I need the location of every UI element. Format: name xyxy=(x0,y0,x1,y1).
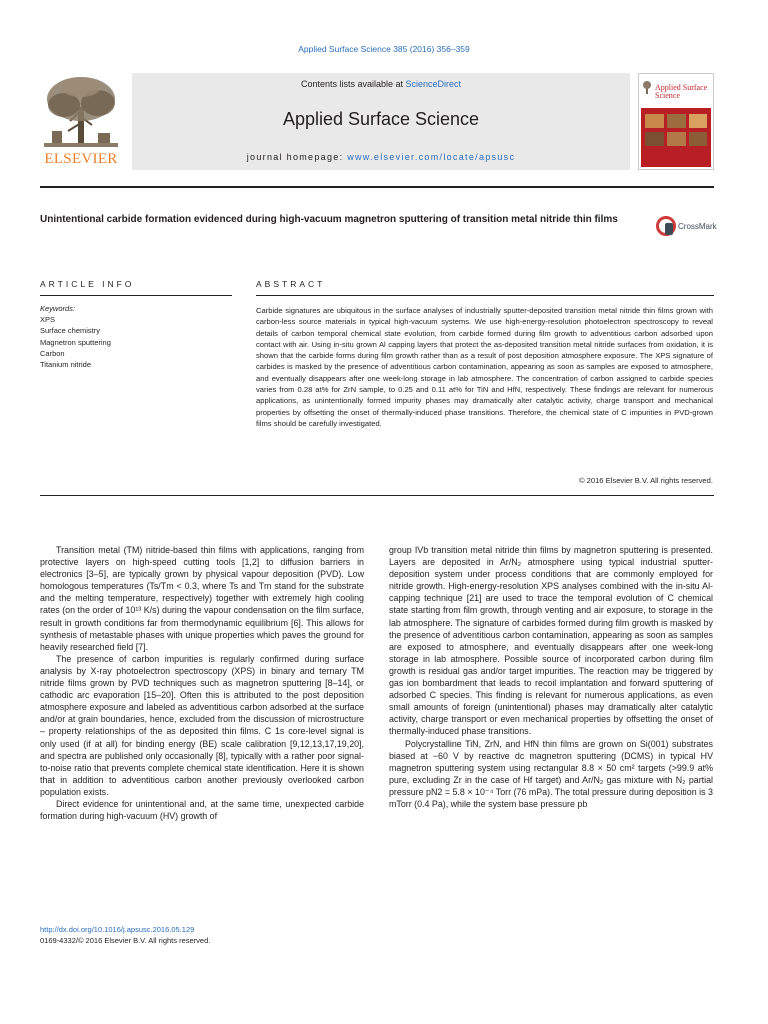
abstract-heading: ABSTRACT xyxy=(256,279,326,289)
crossmark-label: CrossMark xyxy=(678,222,717,231)
elsevier-logo[interactable] xyxy=(40,73,122,170)
journal-homepage-line xyxy=(132,152,630,162)
body-column-left xyxy=(40,544,364,822)
journal-masthead xyxy=(40,73,714,170)
cover-logo-icon xyxy=(643,80,651,94)
body-paragraph: Direct evidence for unintentional and, at the same time, unexpected carbide formation during high-vacuum (HV) growth of xyxy=(40,798,364,822)
issn-line: 0169-4332/© 2016 Elsevier B.V. All rights reserved. xyxy=(40,936,211,945)
body-paragraph: Polycrystalline TiN, ZrN, and HfN thin films are grown on Si(001) substrates biased at −60 V by reactive dc magnetron sputtering (DCMS) in typical HV magnetron sputtering system using rectangular 8.8 × 50 cm² targets (>99.9 at% pure, excluding Zr in the case of Hf target) and Ar/N₂ gas mixture with N₂ partial pressure pN2 = 5.8 × 10⁻⁴ Torr (76 mPa). The total pressure during deposition is 3 mTorr (0.4 Pa), while the system base pressure pb xyxy=(389,738,713,809)
keyword-item: Magnetron sputtering xyxy=(40,337,111,347)
journal-citation[interactable]: Applied Surface Science 385 (2016) 356–359 xyxy=(298,44,470,54)
abstract-bottom-rule xyxy=(40,495,714,496)
cover-art-icon xyxy=(641,108,711,167)
abstract-copyright: © 2016 Elsevier B.V. All rights reserved. xyxy=(578,476,713,485)
crossmark-icon xyxy=(656,216,676,236)
journal-homepage-link[interactable]: www.elsevier.com/locate/apsusc xyxy=(347,152,516,162)
abstract-rule xyxy=(256,295,714,296)
homepage-prefix: journal homepage: xyxy=(246,152,348,162)
article-info-heading: ARTICLE INFO xyxy=(40,279,135,289)
publisher-name: ELSEVIER xyxy=(44,151,118,167)
contents-prefix: Contents lists available at xyxy=(300,79,406,89)
contents-line xyxy=(132,79,630,89)
cover-journal-title: Applied Surface Science xyxy=(655,83,708,100)
keyword-item: Surface chemistry xyxy=(40,326,101,336)
cover-header xyxy=(641,76,711,108)
elsevier-tree-icon xyxy=(40,73,122,151)
keywords-label: Keywords: xyxy=(40,304,76,313)
article-title: Unintentional carbide formation evidenced during high-vacuum magnetron sputtering of transition metal nitride thin films xyxy=(40,214,618,225)
body-paragraph: group IVb transition metal nitride thin films by magnetron sputtering is presented. Layers are deposited in Ar/N₂ atmosphere using typical industrial sputter-deposition system under process conditions that are commonly employed for nitride growth. High-energy-resolution XPS analyses combined with the in-situ Al-capping technique [21] are used to trace the temporal evolution of C chemical state starting from film growth, through venting and air exposure, to storage in the lab atmosphere. The signature of carbides formed during film growth is masked by the presence of adventitious carbon contamination, appearing as soon as samples are exposed to atmosphere, and eventually disappears after one week-long storage in lab atmosphere. Possible source of incorporated carbon during film growth is residual gas and/or target impurities. The reaction may be triggered by gas ion bombardment that leads to recoil implantation and forward sputtering of adsorbed C species. This finding is relevant for numerous applications, as even small amounts of foreign (unintentional) phases may dramatically alter catalytic activity, charge transport or even mechanical properties by offsetting the onset of thermally-induced phase transitions. xyxy=(389,545,713,737)
body-paragraph: Transition metal (TM) nitride-based thin films with applications, ranging from protective layers on high-speed cutting tools [1,2] to diffusion barriers in electronics [3–5], are typically grown by physical vapour deposition (PVD). Low homologous temperatures (Ts/Tm < 0.3, where Ts and Tm stand for the substrate and the melting temperature, respectively) together with extremely high cooling rates (on the order of 10¹³ K/s) during the vapour condensation on the film surface, result in growth conditions far from thermodynamic equilibrium [6]. This allows for synthesis of metastable phases with unique properties which paves the ground for heavily researched field [7]. xyxy=(40,545,364,652)
doi-link[interactable]: http://dx.doi.org/10.1016/j.apsusc.2016.05.129 xyxy=(40,925,195,934)
abstract-text: Carbide signatures are ubiquitous in the surface analyses of industrially sputter-deposited transition metal nitride thin films grown with carbon-less source materials in typical high-vacuum systems. We use high-energy-resolution photoelectron spectroscopy to reveal details of carbon temporal chemical state evolution, from carbide formed during film growth to adventitious carbon adsorbed upon contact with air. Using in-situ grown Al capping layers that protect the as-deposited transition metal nitride surfaces from oxidation, it is shown that the carbide forms during film growth rather than as a result of post deposition atmosphere exposure. The XPS signature of carbides is masked by the presence of adventitious carbon contamination, appearing as soon as samples are exposed to atmosphere, and eventually disappears after one week-long storage in lab atmosphere. The concentration of carbon assigned to carbide species varies from 0.28 at% for ZrN sample, to 0.25 and 0.11 at% for TiN and HfN, respectively. These findings are relevant for numerous applications, as unintentionally formed impurity phases may dramatically alter catalytic activity, charge transport and mechanical properties by offsetting the onset of thermally-induced phase transitions. Therefore, the chemical state of C impurities in PVD-grown films should be carefully investigated. xyxy=(256,306,713,428)
crossmark-badge[interactable] xyxy=(656,216,716,238)
journal-title: Applied Surface Science xyxy=(282,109,480,129)
body-paragraph: The presence of carbon impurities is regularly confirmed during surface analysis by X-ray photoelectron spectroscopy (XPS) in binary and ternary TM nitride films grown by PVD techniques such as magnetron sputtering [8–14], or cathodic arc evaporation [15–20]. Often this is attributed to the post deposition atmosphere exposure and labeled as adventitious carbon adsorbed at the surface and/or at grain boundaries, hence, excluded from the discussion of microstructure – property relationships of the as deposited thin films. C 1s core-level signal is only used (if at all) for binding energy (BE) scale calibration [9,12,13,17,19,20], and spectra are published only occasionally [8], typically with a rather poor signal-to-noise ratio that prevents complete chemical state identification. Here it is shown that in addition to adventitious carbon another previously overlooked carbon population exists. xyxy=(40,653,364,797)
sciencedirect-link[interactable]: ScienceDirect xyxy=(405,79,462,89)
journal-header-panel xyxy=(132,73,630,170)
masthead-divider xyxy=(40,186,714,188)
keyword-item: Carbon xyxy=(40,348,65,358)
keyword-item: Titanium nitride xyxy=(40,360,91,370)
keywords-block xyxy=(40,303,220,370)
cover-image xyxy=(641,108,711,167)
keyword-item: XPS xyxy=(40,315,56,325)
journal-cover-thumbnail[interactable] xyxy=(638,73,714,170)
footer xyxy=(40,924,210,946)
article-info-rule xyxy=(40,295,232,296)
body-column-right xyxy=(389,544,713,810)
